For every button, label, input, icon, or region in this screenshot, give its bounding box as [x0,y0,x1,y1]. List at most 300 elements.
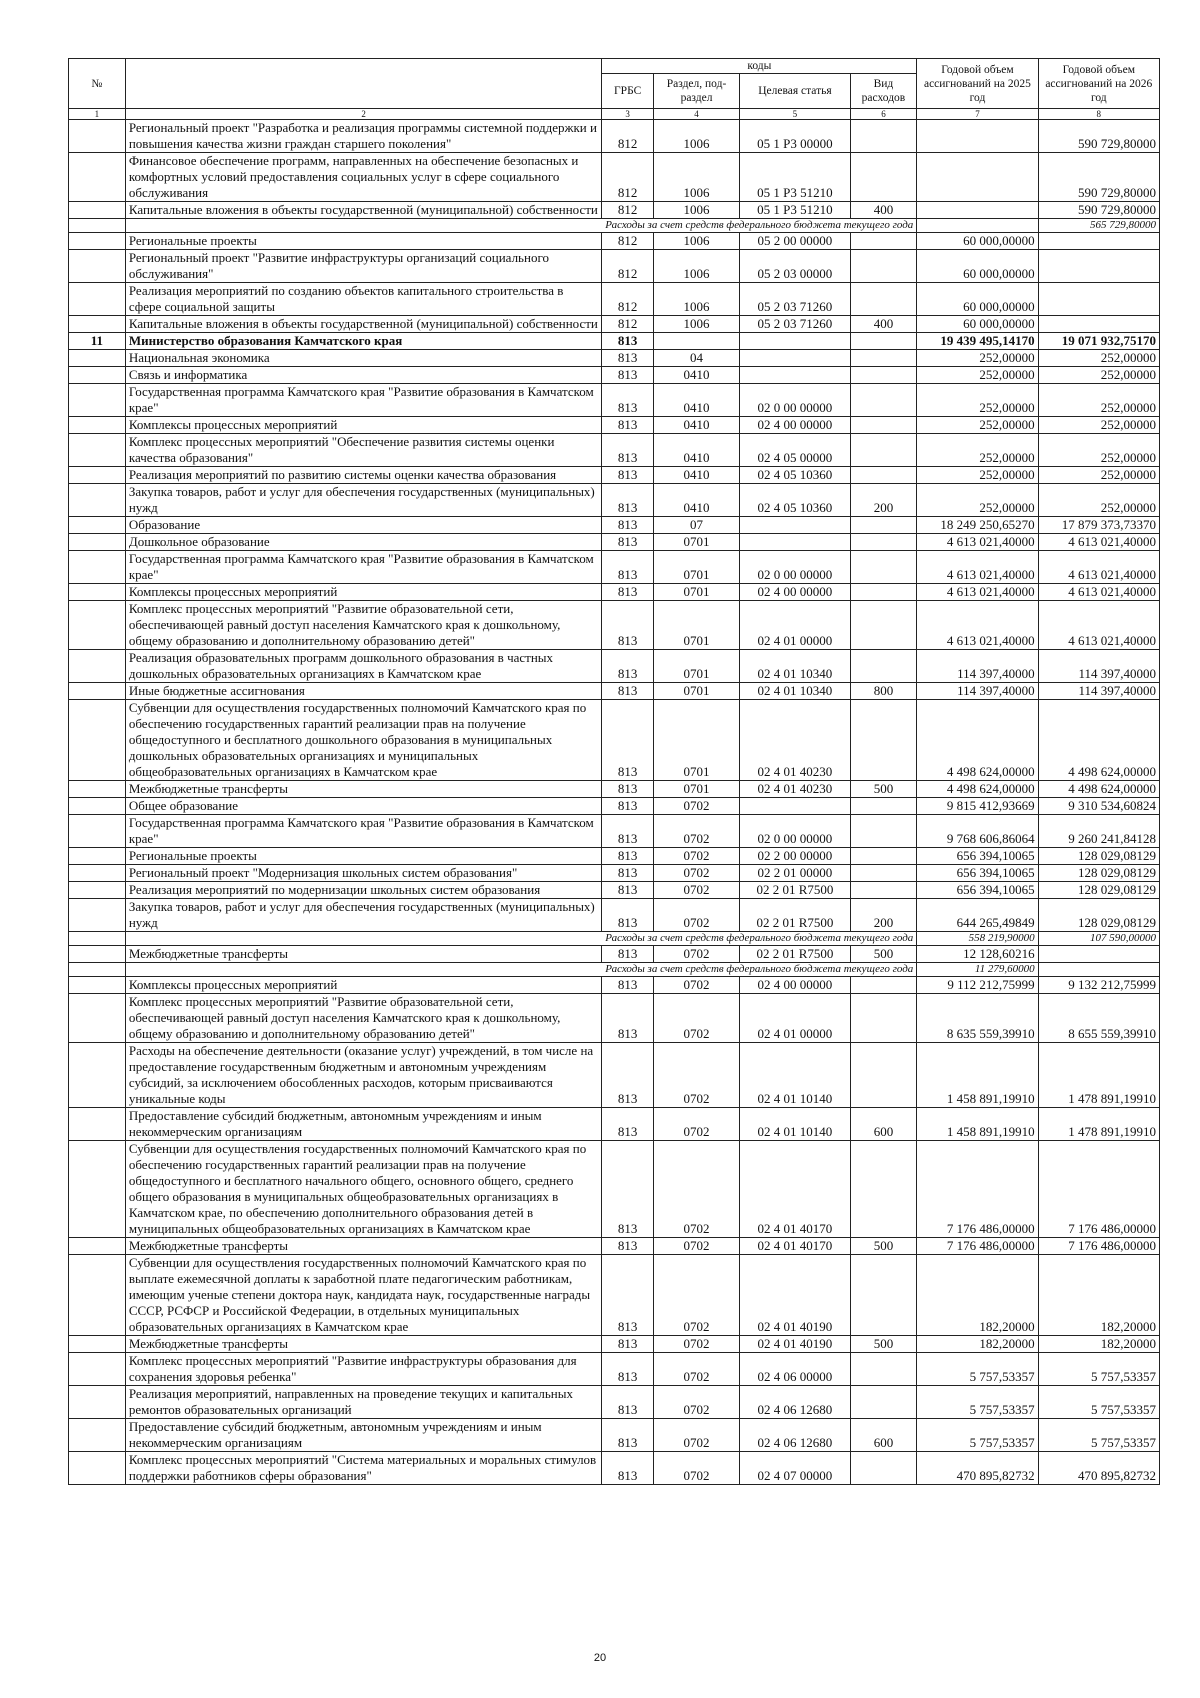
row-amount-2025: 11 279,60000 [917,963,1038,977]
col-number: 8 [1038,109,1159,120]
row-grbs: 812 [602,316,653,333]
row-section: 0702 [653,882,739,899]
table-header [69,59,1160,120]
row-name: Реализация мероприятий, направленных на проведение текущих и капитальных ремонтов образовательных организаций [125,1386,602,1419]
table-row [69,1419,1160,1452]
row-name: Общее образование [125,798,602,815]
row-amount-2026: 565 729,80000 [1038,219,1159,233]
row-amount-2026: 4 613 021,40000 [1038,601,1159,650]
header-expense-type: Вид расходов [850,74,917,109]
row-target: 05 1 Р3 51210 [740,153,850,202]
row-name: Реализация мероприятий по созданию объектов капитального строительства в сфере социальной защиты [125,283,602,316]
row-expense-type: 600 [850,1108,917,1141]
row-grbs: 813 [602,601,653,650]
row-name: Комплекс процессных мероприятий "Система материальных и моральных стимулов поддержки работников сферы образования" [125,1452,602,1485]
row-number [69,233,126,250]
row-amount-2026: 128 029,08129 [1038,865,1159,882]
row-name: Реализация мероприятий по развитию системы оценки качества образования [125,467,602,484]
row-section: 0701 [653,700,739,781]
row-section: 0701 [653,584,739,601]
row-amount-2026: 7 176 486,00000 [1038,1238,1159,1255]
row-name: Комплекс процессных мероприятий "Развитие образовательной сети, обеспечивающей равный доступ населения Камчатского края к дошкольному, общему образованию и дополнительному образованию детей" [125,994,602,1043]
row-section: 0702 [653,865,739,882]
table-row [69,202,1160,219]
row-amount-2026: 17 879 373,73370 [1038,517,1159,534]
row-target: 02 2 01 R7500 [740,882,850,899]
row-target: 02 4 07 00000 [740,1452,850,1485]
row-name: Государственная программа Камчатского края "Развитие образования в Камчатском крае" [125,384,602,417]
row-expense-type [850,120,917,153]
row-amount-2026: 128 029,08129 [1038,848,1159,865]
row-target: 02 4 01 40170 [740,1141,850,1238]
row-amount-2026: 252,00000 [1038,484,1159,517]
row-amount-2025: 4 498 624,00000 [917,781,1038,798]
row-expense-type [850,1386,917,1419]
row-amount-2026 [1038,283,1159,316]
col-number: 1 [69,109,126,120]
table-row [69,120,1160,153]
table-row [69,899,1160,932]
row-number [69,882,126,899]
row-amount-2025: 252,00000 [917,467,1038,484]
row-grbs: 813 [602,899,653,932]
row-amount-2026: 128 029,08129 [1038,882,1159,899]
row-amount-2026: 5 757,53357 [1038,1386,1159,1419]
table-row [69,994,1160,1043]
table-row [69,350,1160,367]
row-number [69,899,126,932]
row-grbs: 813 [602,1419,653,1452]
row-expense-type: 500 [850,1336,917,1353]
table-row [69,250,1160,283]
table-row [69,584,1160,601]
row-amount-2026: 182,20000 [1038,1255,1159,1336]
row-expense-type [850,584,917,601]
row-name: Капитальные вложения в объекты государственной (муниципальной) собственности [125,316,602,333]
row-section: 0701 [653,534,739,551]
table-row [69,283,1160,316]
row-target: 05 2 03 71260 [740,283,850,316]
row-expense-type [850,350,917,367]
row-amount-2026 [1038,250,1159,283]
row-expense-type [850,798,917,815]
row-target: 02 2 01 00000 [740,865,850,882]
row-grbs: 813 [602,650,653,683]
row-grbs: 813 [602,1141,653,1238]
table-row [69,1141,1160,1238]
federal-share-row [69,932,1160,946]
row-number [69,1452,126,1485]
row-expense-type [850,650,917,683]
header-grbs: ГРБС [602,74,653,109]
row-name: Региональный проект "Модернизация школьных систем образования" [125,865,602,882]
row-amount-2026: 4 613 021,40000 [1038,534,1159,551]
row-grbs: 813 [602,815,653,848]
row-number [69,534,126,551]
row-amount-2026: 114 397,40000 [1038,650,1159,683]
row-amount-2026: 4 613 021,40000 [1038,551,1159,584]
row-target: 02 4 01 10340 [740,650,850,683]
row-amount-2026: 5 757,53357 [1038,1353,1159,1386]
table-row [69,1386,1160,1419]
row-amount-2026: 1 478 891,19910 [1038,1043,1159,1108]
table-row [69,384,1160,417]
row-grbs: 812 [602,233,653,250]
budget-sheet [68,58,1160,1485]
row-number [69,815,126,848]
row-amount-2026: 19 071 932,75170 [1038,333,1159,350]
row-amount-2025: 182,20000 [917,1336,1038,1353]
table-row [69,153,1160,202]
row-number [69,250,126,283]
table-row [69,882,1160,899]
row-target: 02 4 01 40190 [740,1255,850,1336]
table-row [69,551,1160,584]
row-grbs: 813 [602,551,653,584]
row-target: 02 2 01 R7500 [740,899,850,932]
row-number [69,1043,126,1108]
row-target: 02 4 01 00000 [740,994,850,1043]
row-expense-type: 800 [850,683,917,700]
row-section: 0702 [653,1336,739,1353]
row-amount-2025: 9 815 412,93669 [917,798,1038,815]
row-expense-type [850,250,917,283]
row-amount-2025: 558 219,90000 [917,932,1038,946]
row-amount-2025: 656 394,10065 [917,865,1038,882]
row-amount-2025: 252,00000 [917,384,1038,417]
row-grbs: 813 [602,1452,653,1485]
row-expense-type [850,815,917,848]
table-row [69,1452,1160,1485]
row-grbs: 813 [602,781,653,798]
row-amount-2025: 656 394,10065 [917,882,1038,899]
row-grbs: 813 [602,333,653,350]
row-name: Региональные проекты [125,233,602,250]
row-grbs: 813 [602,417,653,434]
row-expense-type [850,601,917,650]
row-name: Комплекс процессных мероприятий "Развитие инфраструктуры образования для сохранения здоровья ребенка" [125,1353,602,1386]
row-target: 02 4 01 00000 [740,601,850,650]
row-amount-2025: 1 458 891,19910 [917,1043,1038,1108]
row-grbs: 813 [602,350,653,367]
row-number [69,932,126,946]
row-number [69,1108,126,1141]
row-target: 02 4 06 12680 [740,1419,850,1452]
row-name: Национальная экономика [125,350,602,367]
row-target: 02 4 00 00000 [740,417,850,434]
row-grbs: 813 [602,683,653,700]
row-name: Комплексы процессных мероприятий [125,584,602,601]
row-expense-type [850,384,917,417]
row-grbs: 813 [602,1255,653,1336]
row-name: Закупка товаров, работ и услуг для обеспечения государственных (муниципальных) нужд [125,484,602,517]
row-target: 02 4 05 00000 [740,434,850,467]
row-number [69,484,126,517]
row-name: Предоставление субсидий бюджетным, автономным учреждениям и иным некоммерческим организациям [125,1108,602,1141]
row-amount-2026: 252,00000 [1038,434,1159,467]
row-expense-type: 200 [850,899,917,932]
row-section: 0702 [653,1141,739,1238]
row-section: 0702 [653,815,739,848]
row-number [69,1353,126,1386]
row-number [69,551,126,584]
row-number [69,683,126,700]
row-number [69,467,126,484]
row-target: 02 4 06 00000 [740,1353,850,1386]
row-section: 0410 [653,484,739,517]
row-expense-type [850,1353,917,1386]
row-section: 1006 [653,250,739,283]
row-section: 0701 [653,650,739,683]
row-amount-2026: 252,00000 [1038,417,1159,434]
row-grbs: 812 [602,120,653,153]
row-number: 11 [69,333,126,350]
row-target: 02 4 05 10360 [740,484,850,517]
row-expense-type [850,517,917,534]
row-expense-type [850,367,917,384]
table-row [69,534,1160,551]
row-amount-2026 [1038,233,1159,250]
row-number [69,700,126,781]
row-expense-type [850,233,917,250]
table-row [69,316,1160,333]
row-grbs: 813 [602,517,653,534]
row-expense-type [850,1255,917,1336]
row-amount-2026: 252,00000 [1038,467,1159,484]
row-expense-type: 500 [850,946,917,963]
row-number [69,781,126,798]
row-grbs: 813 [602,1238,653,1255]
row-amount-2026 [1038,963,1159,977]
table-row [69,848,1160,865]
row-target: 02 4 01 40190 [740,1336,850,1353]
row-amount-2025: 12 128,60216 [917,946,1038,963]
row-section: 1006 [653,202,739,219]
row-amount-2026: 590 729,80000 [1038,153,1159,202]
row-section: 1006 [653,316,739,333]
row-target: 05 1 Р3 00000 [740,120,850,153]
row-amount-2026: 4 498 624,00000 [1038,700,1159,781]
row-target: 02 2 01 R7500 [740,946,850,963]
table-row [69,233,1160,250]
col-number: 3 [602,109,653,120]
row-amount-2026: 590 729,80000 [1038,120,1159,153]
row-grbs: 812 [602,250,653,283]
row-expense-type [850,865,917,882]
table-row [69,1043,1160,1108]
table-row [69,977,1160,994]
row-name: Предоставление субсидий бюджетным, автономным учреждениям и иным некоммерческим организациям [125,1419,602,1452]
row-expense-type: 600 [850,1419,917,1452]
row-number [69,283,126,316]
row-section: 0702 [653,994,739,1043]
row-expense-type [850,994,917,1043]
col-number: 4 [653,109,739,120]
row-section: 1006 [653,153,739,202]
row-section: 1006 [653,283,739,316]
row-name: Министерство образования Камчатского края [125,333,602,350]
row-number [69,977,126,994]
row-amount-2025: 7 176 486,00000 [917,1238,1038,1255]
row-grbs: 813 [602,882,653,899]
row-name: Комплекс процессных мероприятий "Обеспечение развития системы оценки качества образования" [125,434,602,467]
row-grbs: 813 [602,798,653,815]
row-grbs: 813 [602,977,653,994]
table-row [69,467,1160,484]
row-target: 02 0 00 00000 [740,384,850,417]
row-expense-type: 400 [850,316,917,333]
row-number [69,1238,126,1255]
table-row [69,367,1160,384]
row-number [69,202,126,219]
table-row [69,484,1160,517]
row-target: 02 4 01 40230 [740,700,850,781]
row-number [69,848,126,865]
row-expense-type [850,1141,917,1238]
row-name: Комплексы процессных мероприятий [125,417,602,434]
row-target: 05 1 Р3 51210 [740,202,850,219]
row-amount-2026: 114 397,40000 [1038,683,1159,700]
row-amount-2025: 7 176 486,00000 [917,1141,1038,1238]
row-amount-2025: 252,00000 [917,367,1038,384]
table-row [69,417,1160,434]
row-target: 02 4 06 12680 [740,1386,850,1419]
row-name: Субвенции для осуществления государственных полномочий Камчатского края по выплате ежемесячной доплаты к заработной плате педагогическим работникам, имеющим ученые степени доктора наук, кандидата наук, государственные награды СССР, РСФСР и Российской Федерации, в отдельных муниципальных образовательных организациях в Камчатском крае [125,1255,602,1336]
row-grbs: 813 [602,1386,653,1419]
row-number [69,120,126,153]
row-name: Комплекс процессных мероприятий "Развитие образовательной сети, обеспечивающей равный доступ населения Камчатского края к дошкольному, общему образованию и дополнительному образованию детей" [125,601,602,650]
row-amount-2025: 656 394,10065 [917,848,1038,865]
row-amount-2025: 4 613 021,40000 [917,584,1038,601]
row-amount-2026 [1038,946,1159,963]
row-section: 04 [653,350,739,367]
table-row [69,683,1160,700]
row-grbs: 812 [602,153,653,202]
row-amount-2025: 60 000,00000 [917,250,1038,283]
row-name: Государственная программа Камчатского края "Развитие образования в Камчатском крае" [125,815,602,848]
row-target: 02 4 00 00000 [740,584,850,601]
row-target: 02 4 01 40170 [740,1238,850,1255]
row-amount-2025: 4 613 021,40000 [917,534,1038,551]
row-expense-type: 500 [850,1238,917,1255]
row-amount-2026: 7 176 486,00000 [1038,1141,1159,1238]
row-expense-type [850,882,917,899]
row-target: 02 0 00 00000 [740,815,850,848]
row-grbs: 813 [602,534,653,551]
row-section: 0702 [653,1452,739,1485]
row-expense-type: 400 [850,202,917,219]
row-target: 02 4 01 10340 [740,683,850,700]
row-amount-2026: 4 613 021,40000 [1038,584,1159,601]
col-number: 5 [740,109,850,120]
row-grbs: 813 [602,384,653,417]
row-name: Реализация мероприятий по модернизации школьных систем образования [125,882,602,899]
row-name: Иные бюджетные ассигнования [125,683,602,700]
row-number [69,1255,126,1336]
header-name [125,59,602,109]
row-number [69,1386,126,1419]
row-amount-2025: 60 000,00000 [917,233,1038,250]
row-section: 0701 [653,781,739,798]
row-section: 0702 [653,1238,739,1255]
header-target: Целевая статья [740,74,850,109]
row-number [69,219,126,233]
table-row [69,1353,1160,1386]
row-section: 0702 [653,1043,739,1108]
row-target: 02 4 05 10360 [740,467,850,484]
row-expense-type [850,700,917,781]
row-amount-2025: 182,20000 [917,1255,1038,1336]
row-amount-2025: 252,00000 [917,417,1038,434]
row-section: 07 [653,517,739,534]
row-section: 0410 [653,417,739,434]
row-grbs: 813 [602,467,653,484]
row-section: 0410 [653,367,739,384]
row-amount-2025 [917,120,1038,153]
row-target [740,517,850,534]
row-amount-2025 [917,202,1038,219]
col-number: 7 [917,109,1038,120]
row-name: Расходы за счет средств федерального бюджета текущего года [125,932,916,946]
row-number [69,434,126,467]
federal-share-row [69,219,1160,233]
row-grbs: 813 [602,1353,653,1386]
row-section: 0702 [653,1419,739,1452]
row-section: 0701 [653,683,739,700]
row-expense-type [850,1043,917,1108]
row-name: Субвенции для осуществления государственных полномочий Камчатского края по обеспечению государственных гарантий реализации прав на получение общедоступного и бесплатного начального общего, основного общего, среднего общего образования в муниципальных общеобразовательных организациях в Камчатском крае, по обеспечению дополнительного образования детей в муниципальных общеобразовательных организациях в Камчатском крае [125,1141,602,1238]
row-number [69,963,126,977]
col-number: 6 [850,109,917,120]
row-target: 05 2 03 71260 [740,316,850,333]
row-name: Региональный проект "Развитие инфраструктуры организаций социального обслуживания" [125,250,602,283]
table-body [69,120,1160,1485]
table-row [69,650,1160,683]
row-amount-2026: 252,00000 [1038,350,1159,367]
row-name: Межбюджетные трансферты [125,946,602,963]
header-2025: Годовой объем ассигнований на 2025 год [917,59,1038,109]
table-row [69,1336,1160,1353]
row-name: Дошкольное образование [125,534,602,551]
row-number [69,1419,126,1452]
header-num: № [69,59,126,109]
table-row [69,798,1160,815]
table-row [69,1238,1160,1255]
row-section: 0410 [653,467,739,484]
header-2026: Годовой объем ассигнований на 2026 год [1038,59,1159,109]
row-name: Межбюджетные трансферты [125,781,602,798]
row-grbs: 813 [602,994,653,1043]
header-codes: коды [602,59,917,74]
row-amount-2025: 4 613 021,40000 [917,551,1038,584]
row-section: 0701 [653,551,739,584]
row-target: 02 0 00 00000 [740,551,850,584]
table-row [69,1108,1160,1141]
table-row [69,865,1160,882]
table-row [69,700,1160,781]
row-number [69,417,126,434]
row-amount-2025: 114 397,40000 [917,650,1038,683]
row-name: Региональные проекты [125,848,602,865]
row-amount-2026: 107 590,00000 [1038,932,1159,946]
row-name: Межбюджетные трансферты [125,1238,602,1255]
row-target: 05 2 00 00000 [740,233,850,250]
row-amount-2026 [1038,316,1159,333]
row-amount-2026: 182,20000 [1038,1336,1159,1353]
row-name: Комплексы процессных мероприятий [125,977,602,994]
row-amount-2025: 5 757,53357 [917,1353,1038,1386]
row-grbs: 813 [602,484,653,517]
